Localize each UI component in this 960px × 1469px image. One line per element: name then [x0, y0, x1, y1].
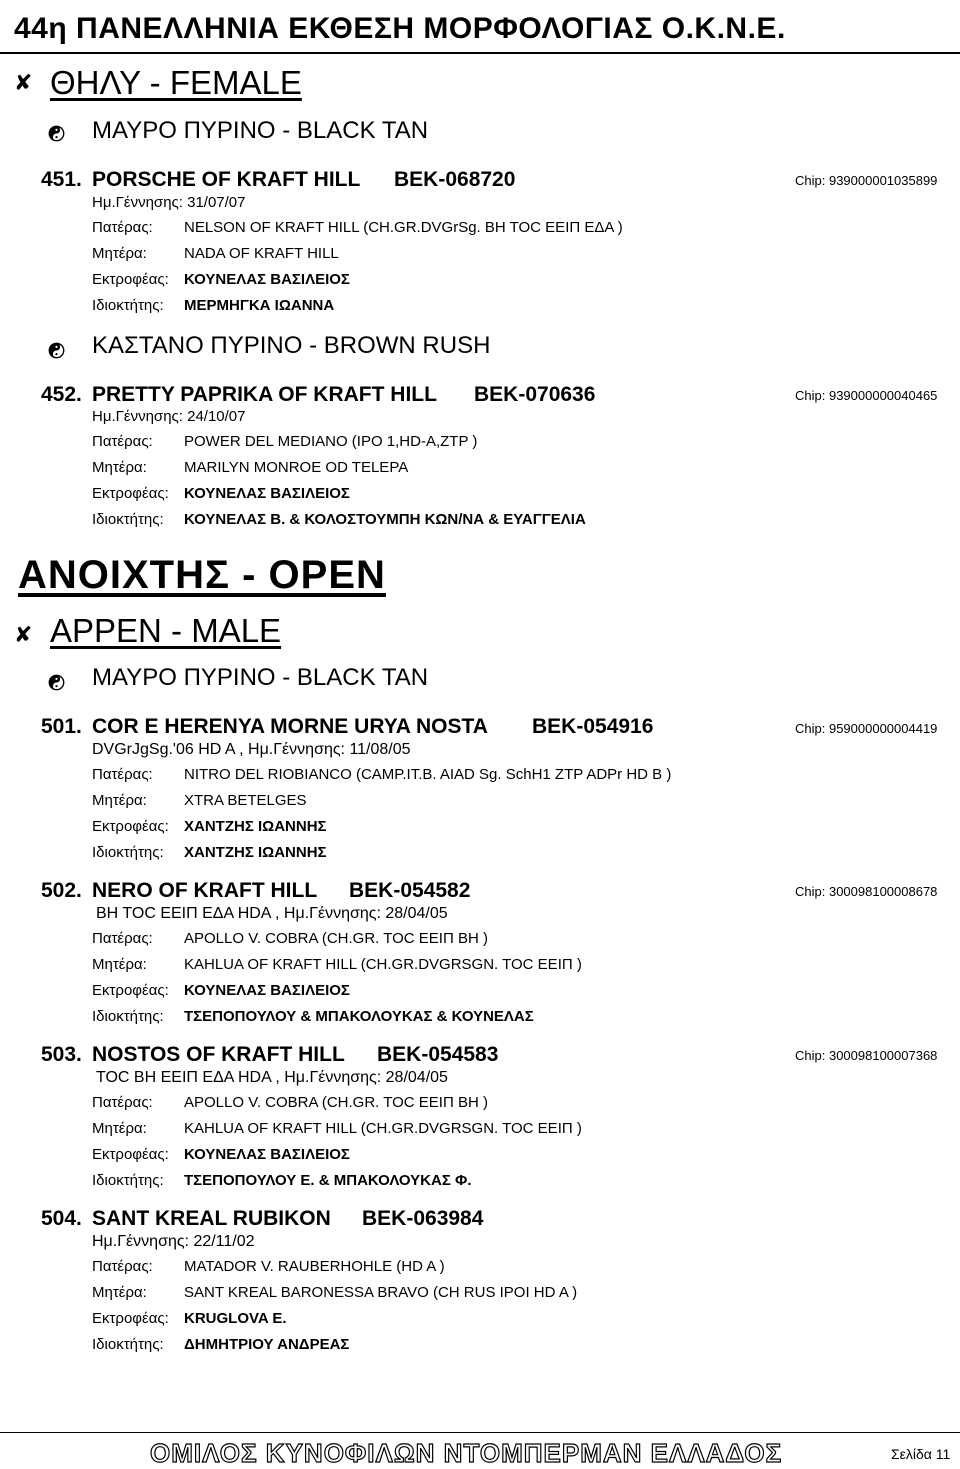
dog-name: PRETTY PAPRIKA OF KRAFT HILL: [92, 383, 437, 406]
label-father: Πατέρας:: [92, 433, 153, 450]
label-mother: Μητέρα:: [92, 792, 147, 809]
dog-registration: BEK-054583: [377, 1043, 499, 1066]
dog-father: NELSON OF KRAFT HILL (CH.GR.DVGrSg. BH TOC EEIΠ EΔA ): [184, 219, 623, 236]
dog-name: COR E HERENYA MORNE URYA NOSTA: [92, 715, 488, 738]
color-heading: ΚΑΣΤΑΝΟ ΠΥΡΙΝΟ - BROWN RUSH: [92, 332, 491, 359]
dog-birth-line: Ημ.Γέννησης: 24/10/07: [92, 408, 246, 425]
dog-number: 504.: [41, 1207, 82, 1230]
label-owner: Ιδιοκτήτης:: [92, 1172, 164, 1189]
label-breeder: Εκτροφέας:: [92, 485, 169, 502]
dog-chip: Chip: 300098100008678: [795, 884, 938, 899]
dog-owner: ΜΕΡΜΗΓΚΑ ΙΩΑΝΝΑ: [184, 297, 335, 314]
dog-father: APOLLO V. COBRA (CH.GR. TOC EEIΠ BH ): [184, 1094, 488, 1111]
dog-chip: Chip: 300098100007368: [795, 1048, 938, 1063]
dog-number: 451.: [41, 168, 82, 191]
dog-mother: XTRA BETELGES: [184, 792, 307, 809]
label-father: Πατέρας:: [92, 1094, 153, 1111]
dog-chip: Chip: 939000000040465: [795, 388, 938, 403]
page-number: Σελίδα 11: [891, 1446, 951, 1462]
dog-number: 501.: [41, 715, 82, 738]
label-father: Πατέρας:: [92, 219, 153, 236]
dog-chip: Chip: 939000001035899: [795, 173, 938, 188]
dog-breeder: KRUGLOVA E.: [184, 1310, 287, 1327]
dog-mother: MARILYN MONROE OD TELEPA: [184, 459, 409, 476]
label-breeder: Εκτροφέας:: [92, 1310, 169, 1327]
dog-breeder: ΚΟΥΝΕΛΑΣ ΒΑΣΙΛΕΙΟΣ: [184, 485, 350, 502]
label-breeder: Εκτροφέας:: [92, 1146, 169, 1163]
label-owner: Ιδιοκτήτης:: [92, 511, 164, 528]
label-father: Πατέρας:: [92, 766, 153, 783]
color-heading: ΜΑΥΡΟ ΠΥΡΙΝΟ - BLACK TAN: [92, 117, 429, 144]
color-heading: ΜΑΥΡΟ ΠΥΡΙΝΟ - BLACK TAN: [92, 664, 429, 691]
dog-father: POWER DEL MEDIANO (IPO 1,HD-A,ZTP ): [184, 433, 478, 450]
dog-registration: BEK-063984: [362, 1207, 484, 1230]
yin-yang-icon: [48, 125, 65, 142]
label-breeder: Εκτροφέας:: [92, 271, 169, 288]
x-mark-icon: ✘: [14, 70, 33, 95]
label-mother: Μητέρα:: [92, 1120, 147, 1137]
label-father: Πατέρας:: [92, 1258, 153, 1275]
dog-registration: BEK-070636: [474, 383, 596, 406]
dog-name: PORSCHE OF KRAFT HILL: [92, 168, 361, 191]
dog-name: NOSTOS OF KRAFT HILL: [92, 1043, 345, 1066]
page-title: 44η ΠΑΝΕΛΛΗΝΙΑ ΕΚΘΕΣΗ ΜΟΡΦΟΛΟΓΙΑΣ Ο.Κ.Ν.Ε.: [14, 12, 786, 45]
dog-owner: ΚΟΥΝΕΛΑΣ Β. & ΚΟΛΟΣΤΟΥΜΠΗ ΚΩΝ/ΝΑ & ΕΥΑΓΓΕΛΙΑ: [184, 511, 586, 528]
label-breeder: Εκτροφέας:: [92, 982, 169, 999]
dog-mother: NADA OF KRAFT HILL: [184, 245, 339, 262]
label-mother: Μητέρα:: [92, 1284, 147, 1301]
dog-chip: Chip: 959000000004419: [795, 721, 938, 736]
dog-number: 503.: [41, 1043, 82, 1066]
dog-registration: BEK-054582: [349, 879, 471, 902]
dog-owner: ΤΣΕΠΟΠΟΥΛΟΥ Ε. & ΜΠΑΚΟΛΟΥΚΑΣ Φ.: [184, 1172, 472, 1189]
dog-name: SANT KREAL RUBIKON: [92, 1207, 331, 1230]
dog-owner: ΧΑΝΤΖΗΣ ΙΩΑΝΝΗΣ: [184, 844, 327, 861]
label-owner: Ιδιοκτήτης:: [92, 1008, 164, 1025]
dog-birth-line: Ημ.Γέννησης: 31/07/07: [92, 194, 246, 211]
dog-owner: ΔΗΜΗΤΡΙΟΥ ΑΝΔΡΕΑΣ: [184, 1336, 350, 1353]
dog-registration: BEK-068720: [394, 168, 516, 191]
label-breeder: Εκτροφέας:: [92, 818, 169, 835]
sex-heading-female: ΘΗΛΥ - FEMALE: [50, 64, 302, 101]
dog-number: 502.: [41, 879, 82, 902]
label-owner: Ιδιοκτήτης:: [92, 297, 164, 314]
sex-heading-male: ΑΡΡΕΝ - MALE: [50, 612, 282, 649]
label-owner: Ιδιοκτήτης:: [92, 1336, 164, 1353]
dog-mother: KAHLUA OF KRAFT HILL (CH.GR.DVGRSGN. TOC EEIΠ ): [184, 956, 582, 973]
dog-father: NITRO DEL RIOBIANCO (CAMP.IT.B. AIAD Sg. SchH1 ZTP ADPr HD B ): [184, 766, 672, 783]
footer-divider: [0, 1432, 960, 1433]
dog-breeder: ΚΟΥΝΕΛΑΣ ΒΑΣΙΛΕΙΟΣ: [184, 982, 350, 999]
dog-birth-line: BH TOC EEIΠ EΔA HDA , Ημ.Γέννησης: 28/04/05: [96, 905, 448, 922]
footer-club-name: ΟΜΙΛΟΣ ΚΥΝΟΦΙΛΩΝ ΝΤΟΜΠΕΡΜΑΝ ΕΛΛΑΔΟΣ: [150, 1438, 783, 1468]
dog-mother: KAHLUA OF KRAFT HILL (CH.GR.DVGRSGN. TOC EEIΠ ): [184, 1120, 582, 1137]
dog-birth-line: Ημ.Γέννησης: 22/11/02: [92, 1233, 255, 1250]
dog-registration: BEK-054916: [532, 715, 654, 738]
label-owner: Ιδιοκτήτης:: [92, 844, 164, 861]
label-mother: Μητέρα:: [92, 459, 147, 476]
label-mother: Μητέρα:: [92, 956, 147, 973]
dog-father: APOLLO V. COBRA (CH.GR. TOC EEIΠ BH ): [184, 930, 488, 947]
yin-yang-icon: [48, 342, 65, 359]
yin-yang-icon: [48, 674, 65, 691]
dog-number: 452.: [41, 383, 82, 406]
dog-birth-line: TOC BH EEIΠ EΔA HDA , Ημ.Γέννησης: 28/04/05: [96, 1069, 448, 1086]
x-mark-icon: ✘: [14, 622, 33, 647]
dog-breeder: ΚΟΥΝΕΛΑΣ ΒΑΣΙΛΕΙΟΣ: [184, 271, 350, 288]
dog-breeder: ΚΟΥΝΕΛΑΣ ΒΑΣΙΛΕΙΟΣ: [184, 1146, 350, 1163]
header-divider: [0, 52, 960, 54]
dog-owner: ΤΣΕΠΟΠΟΥΛΟΥ & ΜΠΑΚΟΛΟΥΚΑΣ & ΚΟΥΝΕΛΑΣ: [184, 1008, 534, 1025]
dog-breeder: ΧΑΝΤΖΗΣ ΙΩΑΝΝΗΣ: [184, 818, 327, 835]
dog-father: MATADOR V. RAUBERHOHLE (HD A ): [184, 1258, 445, 1275]
label-mother: Μητέρα:: [92, 245, 147, 262]
class-heading-open: ΑΝΟΙΧΤΗΣ - OPEN: [18, 553, 386, 597]
dog-birth-line: DVGrJgSg.'06 HD A , Ημ.Γέννησης: 11/08/05: [92, 741, 411, 758]
dog-name: NERO OF KRAFT HILL: [92, 879, 318, 902]
label-father: Πατέρας:: [92, 930, 153, 947]
dog-mother: SANT KREAL BARONESSA BRAVO (CH RUS IPOI HD A ): [184, 1284, 578, 1301]
